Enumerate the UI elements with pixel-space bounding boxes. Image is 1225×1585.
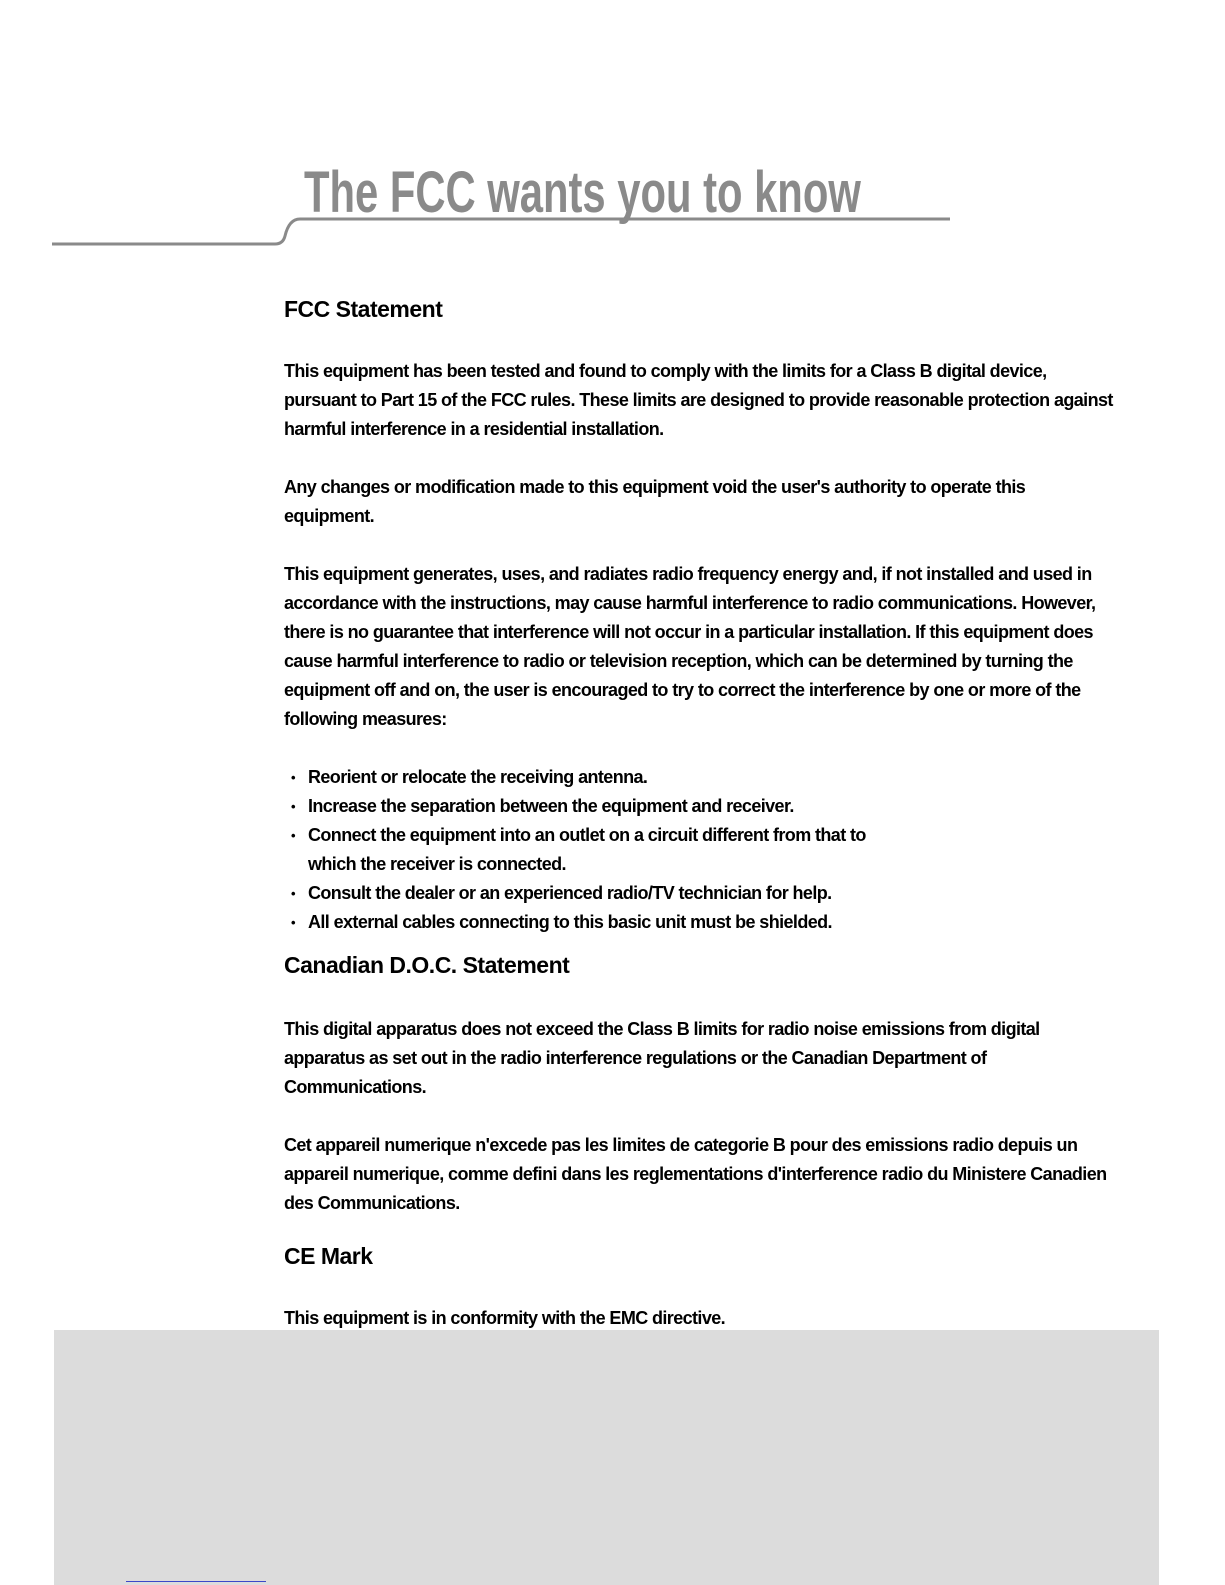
fcc-paragraph-1: This equipment has been tested and found to comply with the limits for a Class B digital device, pursuant to Part 15 of the FCC rules. These limits are designed to provide reasonable protection against harmful interference in a residential installation. xyxy=(284,361,1113,439)
list-item: • Consult the dealer or an experienced radio/TV technician for help. xyxy=(284,879,868,908)
doc-paragraph-1: This digital apparatus does not exceed the Class B limits for radio noise emissions from digital apparatus as set out in the radio interference regulations or the Canadian Department of Communications. xyxy=(284,1019,1040,1097)
list-item: • Connect the equipment into an outlet on a circuit different from that to which the receiver is connected. xyxy=(284,821,868,879)
page-title: The FCC wants you to know xyxy=(304,160,861,225)
fcc-paragraph-2: Any changes or modification made to this equipment void the user's authority to operate this equipment. xyxy=(284,477,1026,526)
spacer xyxy=(284,444,1114,473)
spacer xyxy=(284,1218,1114,1240)
spacer xyxy=(284,734,1114,763)
list-item: • All external cables connecting to this basic unit must be shielded. xyxy=(284,908,868,937)
spacer xyxy=(284,981,1114,1015)
doc-paragraph-2: Cet appareil numerique n'excede pas les limites de categorie B pour des emissions radio depuis un appareil numerique, comme defini dans les reglementations d'interference radio du Ministere Canadien des Communications. xyxy=(284,1135,1107,1213)
list-item: • Increase the separation between the equipment and receiver. xyxy=(284,792,868,821)
doc-heading: Canadian D.O.C. Statement xyxy=(284,952,570,978)
spacer xyxy=(284,325,1114,357)
fcc-heading: FCC Statement xyxy=(284,296,443,322)
document-body xyxy=(284,293,1114,1333)
footer-band xyxy=(54,1330,1159,1585)
ce-heading: CE Mark xyxy=(284,1243,373,1269)
spacer xyxy=(284,1272,1114,1304)
list-item: • Reorient or relocate the receiving antenna. xyxy=(284,763,868,792)
fcc-paragraph-3: This equipment generates, uses, and radiates radio frequency energy and, if not installed and used in accordance with the instructions, may cause harmful interference to radio communications. However, there is no guarantee that interference will not occur in a particular installation. If this equipment does cause harmful interference to radio or television reception, which can be determined by turning the equipment off and on, the user is encouraged to try to correct the interference by one or more of the following measures: xyxy=(284,564,1096,729)
spacer xyxy=(284,1102,1114,1131)
spacer xyxy=(284,531,1114,560)
ce-paragraph: This equipment is in conformity with the EMC directive. xyxy=(284,1308,726,1328)
measures-list xyxy=(284,763,1114,937)
spacer xyxy=(284,937,1114,949)
footer-link-underline xyxy=(126,1581,266,1582)
